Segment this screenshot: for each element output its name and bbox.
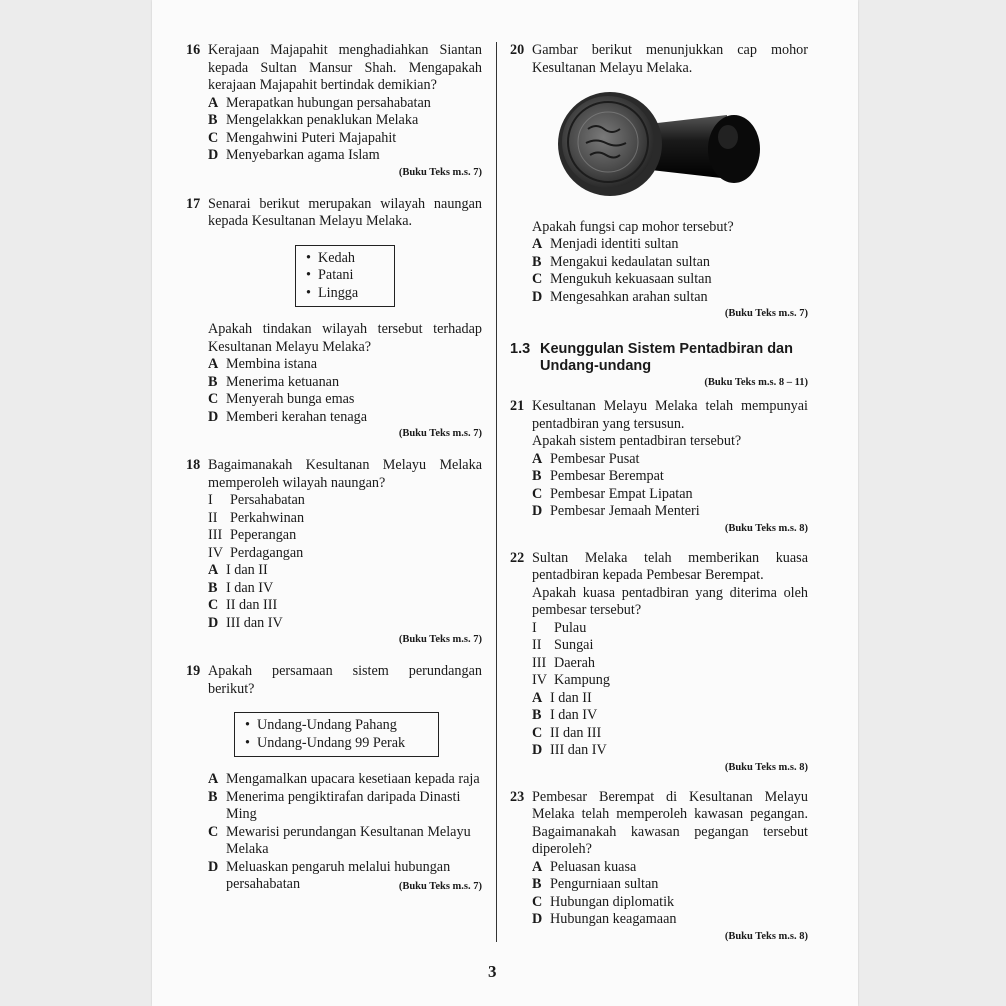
question-text: Bagaimanakah Kesultanan Melayu Melaka memperoleh wilayah naungan? (208, 457, 482, 491)
page-number: 3 (488, 962, 497, 981)
option-d[interactable]: D III dan IV (208, 614, 283, 631)
option-b[interactable]: B Mengelakkan penaklukan Melaka (208, 112, 419, 128)
column-divider (496, 42, 497, 942)
question-number: 16 (186, 42, 201, 58)
question-text: Senarai berikut merupakan wilayah naungan kepada Kesultanan Melayu Melaka. (208, 195, 482, 229)
question-number: 17 (186, 195, 201, 212)
statement-iv: IV Kampung (532, 672, 610, 688)
question-number: 19 (186, 663, 201, 679)
left-column (186, 42, 482, 894)
section-number: 1.3 (510, 341, 531, 357)
question-prompt: Apakah sistem pentadbiran tersebut? (532, 433, 742, 449)
option-b[interactable]: B Pembesar Berempat (532, 468, 664, 484)
list-item: • Undang-Undang Pahang (245, 717, 428, 735)
right-column (510, 42, 808, 944)
list-item: • Undang-Undang 99 Perak (245, 735, 428, 753)
option-c[interactable]: C Mengahwini Puteri Majapahit (208, 129, 397, 146)
statement-iv: IV Perdagangan (208, 544, 304, 561)
textbook-reference: (Buku Teks m.s. 7) (724, 308, 808, 319)
option-a[interactable]: A I dan II (208, 562, 268, 578)
statement-ii: II Perkahwinan (208, 509, 305, 526)
textbook-reference: (Buku Teks m.s. 8) (724, 930, 808, 942)
question-21 (510, 398, 808, 536)
question-16 (186, 42, 482, 180)
option-a[interactable]: A Peluasan kuasa (532, 858, 637, 875)
option-b[interactable]: B I dan IV (532, 707, 598, 723)
list-item: • Patani (306, 267, 384, 285)
option-d[interactable]: D Hubungan keagamaan (532, 911, 677, 927)
textbook-reference: (Buku Teks m.s. 7) (398, 880, 482, 892)
option-c[interactable]: C Menyerah bunga emas (208, 391, 355, 407)
question-number: 23 (510, 788, 525, 805)
statement-ii: II Sungai (532, 637, 594, 653)
option-a[interactable]: A Merapatkan hubungan persahabatan (208, 94, 431, 111)
section-title: 1.3 Keunggulan Sistem Pentadbiran dan Undang-undang (510, 341, 793, 374)
statement-i: I Pulau (532, 619, 587, 636)
textbook-reference: (Buku Teks m.s. 7) (398, 634, 482, 645)
section-heading-block (510, 341, 808, 390)
statement-iii: III Peperangan (208, 527, 297, 543)
law-list-box (234, 712, 439, 757)
list-item: • Lingga (306, 285, 384, 303)
region-list-box (295, 245, 395, 308)
question-text: Apakah persamaan sistem perundangan berikut? (208, 663, 482, 697)
question-prompt: Apakah fungsi cap mohor tersebut? (532, 218, 734, 235)
question-number: 18 (186, 457, 201, 473)
question-number: 20 (510, 42, 525, 58)
option-c[interactable]: C Hubungan diplomatik (532, 893, 675, 910)
question-text: Gambar berikut menunjukkan cap mohor Kesultanan Melayu Melaka. (532, 42, 808, 76)
option-d[interactable]: D Pembesar Jemaah Menteri (532, 503, 700, 519)
option-d[interactable]: D Menyebarkan agama Islam (208, 147, 380, 163)
question-22 (510, 550, 808, 775)
statement-i: I Persahabatan (208, 492, 305, 508)
option-a[interactable]: A Mengamalkan upacara kesetiaan kepada raja (208, 771, 480, 787)
option-c[interactable]: C II dan III (532, 724, 602, 741)
textbook-reference: (Buku Teks m.s. 8) (724, 522, 808, 534)
option-d[interactable]: D III dan IV (532, 742, 607, 758)
option-b[interactable]: B Menerima ketuanan (208, 373, 340, 390)
textbook-reference: (Buku Teks m.s. 8) (724, 761, 808, 773)
option-b[interactable]: B Mengakui kedaulatan sultan (532, 253, 710, 270)
question-23 (510, 789, 808, 944)
question-19 (186, 663, 482, 894)
question-prompt: Apakah kuasa pentadbiran yang diterima oleh pembesar tersebut? (532, 584, 808, 618)
section-reference: (Buku Teks m.s. 8 – 11) (704, 377, 808, 388)
list-item: • Kedah (306, 250, 384, 268)
option-c[interactable]: C Mengukuh kekuasaan sultan (532, 271, 712, 287)
question-number: 21 (510, 398, 525, 414)
question-number: 22 (510, 549, 525, 566)
question-18 (186, 457, 482, 647)
royal-seal-image (552, 87, 808, 211)
question-prompt: Apakah tindakan wilayah tersebut terhadap Kesultanan Melayu Melaka? (208, 321, 482, 355)
statement-iii: III Daerah (532, 654, 595, 671)
question-text: Kerajaan Majapahit menghadiahkan Siantan kepada Sultan Mansur Shah. Mengapakah kerajaan Majapahit bertindak demikian? (208, 42, 482, 93)
option-d[interactable]: D Meluaskan pengaruh melalui hubungan persahabatan (208, 858, 451, 892)
option-b[interactable]: B Pengurniaan sultan (532, 876, 659, 892)
option-d[interactable]: D Mengesahkan arahan sultan (532, 288, 708, 305)
option-a[interactable]: A Menjadi identiti sultan (532, 236, 679, 252)
question-17 (186, 196, 482, 442)
option-c[interactable]: C II dan III (208, 597, 278, 613)
textbook-reference: (Buku Teks m.s. 7) (398, 428, 482, 439)
textbook-reference: (Buku Teks m.s. 7) (398, 166, 482, 178)
option-c[interactable]: C Pembesar Empat Lipatan (532, 485, 693, 502)
option-b[interactable]: B Menerima pengiktirafan daripada Dinasti Ming (208, 788, 461, 822)
question-text: Pembesar Berempat di Kesultanan Melayu Melaka telah memperoleh kawasan pegangan. Bagaimanakah kawasan pegangan tersebut diperoleh? (532, 788, 808, 857)
question-text: Sultan Melaka telah memberikan kuasa pentadbiran kepada Pembesar Berempat. (532, 549, 808, 583)
option-c[interactable]: C Mewarisi perundangan Kesultanan Melayu Melaka (208, 823, 471, 857)
option-a[interactable]: A I dan II (532, 689, 592, 706)
question-text: Kesultanan Melayu Melaka telah mempunyai pentadbiran yang tersusun. (532, 398, 808, 432)
question-20 (510, 42, 808, 321)
option-a[interactable]: A Pembesar Pusat (532, 450, 640, 467)
option-d[interactable]: D Memberi kerahan tenaga (208, 408, 368, 425)
option-a[interactable]: A Membina istana (208, 356, 318, 372)
option-b[interactable]: B I dan IV (208, 579, 274, 596)
